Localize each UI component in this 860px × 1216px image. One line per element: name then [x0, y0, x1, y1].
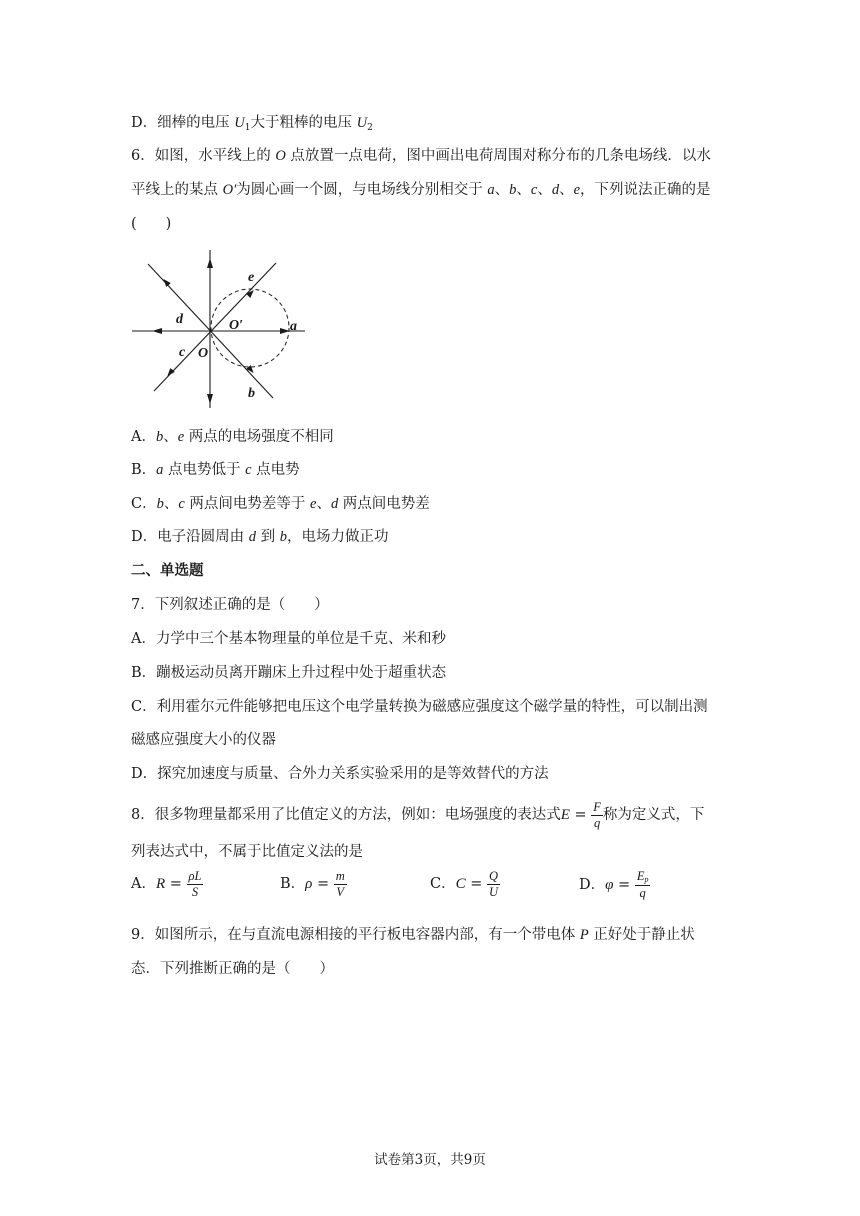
q6-option-b: B．a 点电势低于 c 点电势 — [131, 462, 300, 478]
section-heading: 二、单选题 — [131, 562, 204, 579]
diagonal-field-line-2 — [154, 263, 276, 391]
q6-answer-bracket: ( ) — [131, 216, 172, 232]
label-a: a — [290, 319, 297, 334]
label-b: b — [248, 386, 255, 401]
q8-option-c: C．C = $\frac{Q}{U}$ — [430, 869, 499, 899]
label-d: d — [176, 312, 183, 327]
q7-option-c-line-2: 磁感应强度大小的仪器 — [131, 732, 276, 748]
q6-option-d: D．电子沿圆周由 d 到 b，电场力做正功 — [131, 529, 389, 545]
q6-stem-line-2: 平线上的某点 O′为圆心画一个圆，与电场线分别相交于 a、b、c、d、e，下列说法正确的是 — [131, 182, 711, 198]
q8-definition-formula: E = $\frac{F}{q}$ — [560, 800, 601, 830]
q8-stem-line-1: 8．很多物理量都采用了比值定义的方法，例如：电场强度的表达式E = $\frac{F}{q}$ 称为定义式，下 — [131, 800, 705, 830]
dashed-circle — [211, 289, 289, 367]
q7-stem: 7．下列叙述正确的是（ ） — [131, 597, 329, 613]
label-o-prime: O′ — [229, 318, 244, 333]
q9-stem-line-1: 9．如图所示，在与直流电源相接的平行板电容器内部，有一个带电体 P 正好处于静止状 — [131, 927, 695, 943]
arrow-left — [152, 328, 162, 334]
q8-stem-line-2: 列表达式中，不属于比值定义法的是 — [131, 844, 363, 860]
q7-option-c-line-1: C．利用霍尔元件能够把电压这个电学量转换为磁感应强度这个磁学量的特性，可以制出测 — [131, 699, 708, 715]
electric-field-figure — [128, 248, 308, 413]
label-e: e — [248, 270, 255, 285]
q7-option-b: B．蹦极运动员离开蹦床上升过程中处于超重状态 — [131, 665, 447, 681]
q5-option-d: D．细棒的电压 $U_1$大于粗棒的电压 $U_2$ — [131, 115, 373, 133]
page-footer: 试卷第3页，共9页 — [374, 1152, 486, 1168]
q8-option-b: B．ρ = $\frac{m}{V}$ — [280, 869, 345, 899]
q7-option-d: D．探究加速度与质量、合外力关系实验采用的是等效替代的方法 — [131, 766, 549, 782]
q6-option-a: A．b、e 两点的电场强度不相同 — [131, 429, 334, 445]
q6-stem-line-1: 6．如图，水平线上的 O 点放置一点电荷，图中画出电荷周围对称分布的几条电场线．以水 — [131, 148, 711, 164]
label-c: c — [179, 345, 186, 360]
q9-stem-line-2: 态．下列推断正确的是（ ） — [131, 961, 334, 977]
q8-option-a: A．R = $\frac{\rho L}{S}$ — [131, 869, 202, 899]
q8-option-d: D．φ = $\frac{Ep}{q}$ — [579, 869, 649, 900]
q7-option-a: A．力学中三个基本物理量的单位是千克、米和秒 — [131, 631, 446, 647]
arrow-up — [207, 258, 213, 268]
q6-option-c: C．b、c 两点间电势差等于 e、d 两点间电势差 — [131, 496, 430, 512]
label-o: O — [198, 346, 209, 361]
arrow-down — [207, 394, 213, 404]
